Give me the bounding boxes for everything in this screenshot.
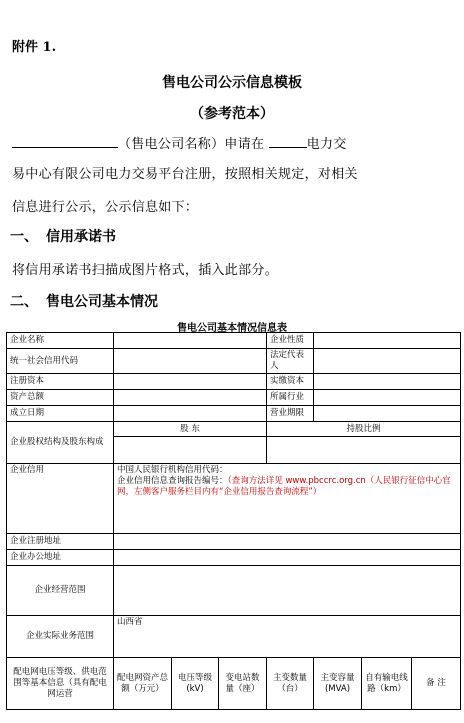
industry-label: 所属行业 bbox=[267, 390, 314, 406]
section-2-title: 售电公司基本情况 bbox=[46, 294, 158, 310]
intro-line-1 bbox=[12, 133, 347, 152]
company-name-label: 企业名称 bbox=[7, 333, 114, 349]
total-assets-value bbox=[114, 390, 267, 406]
intro-part-2: 电力交 bbox=[306, 137, 347, 152]
section-1-text: 将信用承诺书扫描成图片格式，插入此部分。 bbox=[12, 263, 279, 278]
section-1-number: 一、 bbox=[10, 229, 38, 245]
paid-capital-label: 实缴资本 bbox=[267, 374, 314, 390]
company-type-value bbox=[314, 333, 461, 349]
registered-capital-value bbox=[114, 374, 267, 390]
section-1-heading bbox=[10, 226, 116, 246]
intro-line-2: 易中心有限公司电力交易平台注册，按照相关规定，对相关 bbox=[12, 167, 358, 182]
founded-value bbox=[114, 406, 267, 422]
document-subtitle: （参考范本） bbox=[190, 106, 274, 122]
table-row bbox=[7, 374, 461, 390]
lines-header: 自有输电线路（km） bbox=[362, 658, 412, 710]
registered-capital-label: 注册资本 bbox=[7, 374, 114, 390]
credit-code-value bbox=[114, 349, 267, 374]
business-scope-value bbox=[114, 566, 461, 616]
intro-part-1: （售电公司名称）申请在 bbox=[118, 137, 265, 152]
legal-rep-label: 法定代表人 bbox=[267, 349, 314, 374]
grid-info-label: 配电网电压等级、供电范围等基本信息（具有配电网运营 bbox=[7, 658, 114, 710]
company-type-label: 企业性质 bbox=[267, 333, 314, 349]
table-row bbox=[7, 333, 461, 349]
table-row bbox=[7, 566, 461, 616]
table-row bbox=[7, 534, 461, 550]
shareholder-header: 股 东 bbox=[114, 422, 267, 437]
table-row bbox=[7, 422, 461, 437]
region-blank bbox=[269, 135, 307, 148]
industry-value bbox=[314, 390, 461, 406]
business-scope-label: 企业经营范围 bbox=[7, 566, 114, 616]
annex-label: 附件 1. bbox=[12, 40, 57, 55]
company-name-value bbox=[114, 333, 267, 349]
credit-label: 企业信用 bbox=[7, 464, 114, 534]
company-info-table bbox=[6, 332, 461, 710]
voltage-header: 电压等级(kV) bbox=[172, 658, 219, 710]
reg-address-label: 企业注册地址 bbox=[7, 534, 114, 550]
capacity-header: 主变容量(MVA) bbox=[314, 658, 362, 710]
section-2-heading bbox=[10, 291, 158, 311]
remarks-header: 备 注 bbox=[412, 658, 461, 710]
table-row bbox=[7, 406, 461, 422]
table-row bbox=[7, 550, 461, 566]
credit-query-note: （查询方法详见 www.pbccrc.org.cn（人民银行征信中心官网，左侧客户服务栏目内有“企业信用报告查询流程”） bbox=[117, 476, 451, 498]
table-row bbox=[7, 464, 461, 534]
table-row bbox=[7, 390, 461, 406]
table-row bbox=[7, 658, 461, 710]
credit-line-1: 中国人民银行机构信用代码： bbox=[117, 465, 228, 476]
section-2-number: 二、 bbox=[10, 294, 38, 310]
shareholder-value bbox=[114, 437, 267, 464]
actual-area-value: 山西省 bbox=[114, 616, 461, 658]
share-ratio-value bbox=[267, 437, 461, 464]
credit-line-2 bbox=[117, 476, 457, 498]
business-term-value bbox=[314, 406, 461, 422]
share-ratio-header: 持股比例 bbox=[267, 422, 461, 437]
document-title: 售电公司公示信息模板 bbox=[162, 75, 302, 91]
total-assets-label: 资产总额 bbox=[7, 390, 114, 406]
legal-rep-value bbox=[314, 349, 461, 374]
reg-address-value bbox=[114, 534, 461, 550]
business-term-label: 营业期限 bbox=[267, 406, 314, 422]
section-1-title: 信用承诺书 bbox=[46, 229, 116, 245]
intro-line-3: 信息进行公示，公示信息如下： bbox=[12, 200, 199, 215]
table-row bbox=[7, 349, 461, 374]
founded-label: 成立日期 bbox=[7, 406, 114, 422]
credit-line-2-label: 企业信用信息查询报告编号： bbox=[117, 476, 228, 487]
office-address-label: 企业办公地址 bbox=[7, 550, 114, 566]
grid-assets-header: 配电网资产总额（万元） bbox=[114, 658, 172, 710]
table-row bbox=[7, 616, 461, 658]
actual-area-label: 企业实际业务范围 bbox=[7, 616, 114, 658]
shareholding-label: 企业股权结构及股东构成 bbox=[7, 422, 114, 464]
table-title: 售电公司基本情况信息表 bbox=[177, 323, 287, 334]
credit-code-label: 统一社会信用代码 bbox=[7, 349, 114, 374]
transformers-header: 主变数量（台） bbox=[267, 658, 314, 710]
paid-capital-value bbox=[314, 374, 461, 390]
substations-header: 变电站数量（座） bbox=[219, 658, 267, 710]
company-name-blank bbox=[12, 135, 118, 148]
credit-value bbox=[114, 464, 461, 534]
office-address-value bbox=[114, 550, 461, 566]
